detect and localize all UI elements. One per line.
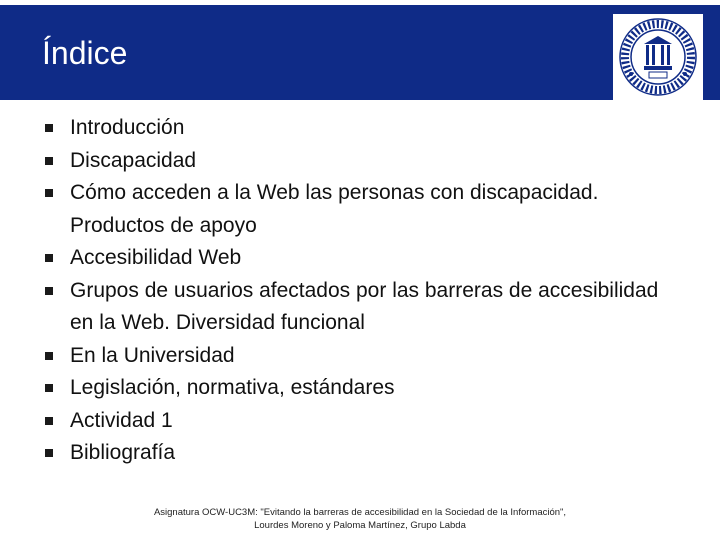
list-item-label: Actividad 1 xyxy=(70,408,173,432)
list-item-label: Grupos de usuarios afectados por las barreras de accesibilidad en la Web. Diversidad funcional xyxy=(70,278,659,334)
square-bullet-icon xyxy=(45,189,53,197)
square-bullet-icon xyxy=(45,254,53,262)
index-list xyxy=(42,112,682,470)
list-item xyxy=(42,437,682,470)
list-item-label: Legislación, normativa, estándares xyxy=(70,376,395,399)
title-bar xyxy=(0,5,720,100)
list-item xyxy=(42,112,682,145)
list-item xyxy=(42,242,682,275)
square-bullet-icon xyxy=(45,384,53,392)
square-bullet-icon xyxy=(45,352,53,360)
footer-course-line: Asignatura OCW-UC3M: "Evitando la barreras de accesibilidad en la Sociedad de la Información", xyxy=(153,507,567,518)
list-item-label: Cómo acceden a la Web las personas con discapacidad. Productos de apoyo xyxy=(70,181,599,237)
list-item-label: Accesibilidad Web xyxy=(70,246,242,269)
list-item xyxy=(42,177,682,242)
footer-authors-line: Lourdes Moreno y Paloma Martínez, Grupo Labda xyxy=(254,520,466,531)
square-bullet-icon xyxy=(45,157,53,165)
list-item xyxy=(42,340,682,373)
list-item-label: Bibliografía xyxy=(70,441,176,464)
square-bullet-icon xyxy=(45,449,53,457)
university-logo xyxy=(613,14,703,100)
list-item xyxy=(42,405,682,438)
square-bullet-icon xyxy=(45,287,53,295)
list-item xyxy=(42,275,682,340)
list-item-label: Discapacidad xyxy=(70,148,197,172)
square-bullet-icon xyxy=(45,417,53,425)
list-item-label: Introducción xyxy=(70,116,185,139)
list-item xyxy=(42,145,682,178)
list-item xyxy=(42,372,682,405)
square-bullet-icon xyxy=(45,124,53,132)
list-item-label: En la Universidad xyxy=(70,343,235,367)
slide-footer xyxy=(0,506,720,532)
slide-title: Índice xyxy=(42,35,128,71)
university-seal-icon xyxy=(613,14,703,100)
